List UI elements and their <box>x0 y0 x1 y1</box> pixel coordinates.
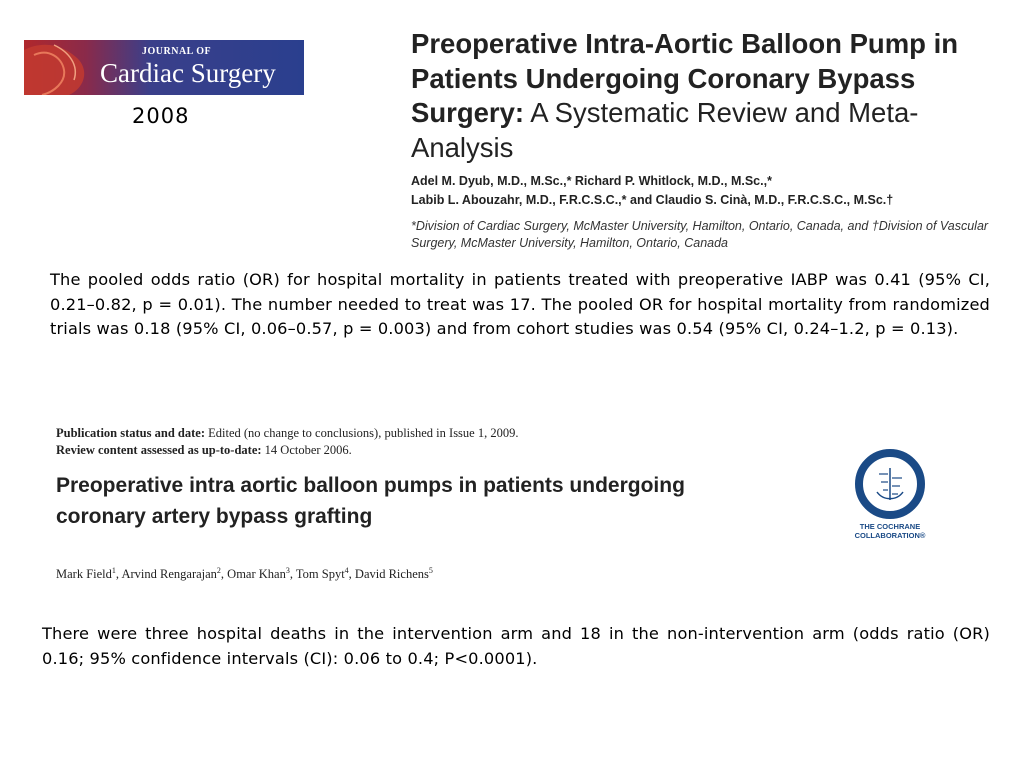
assessed-line <box>56 442 756 459</box>
assessed-label: Review content assessed as up-to-date: <box>56 443 262 457</box>
review-author: Mark Field$^1$, <box>56 566 122 582</box>
article1-title <box>411 27 1011 165</box>
article1-authors-line1: Adel M. Dyub, M.D., M.Sc.,* Richard P. Whitlock, M.D., M.Sc.,* <box>411 174 772 188</box>
publication-status-label: Publication status and date: <box>56 426 205 440</box>
publication-year: 2008 <box>132 104 190 128</box>
cochrane-emblem-icon <box>850 448 930 520</box>
journal-of-text: JOURNAL OF <box>142 46 212 57</box>
cochrane-logo <box>848 448 932 548</box>
review-authors <box>56 566 756 582</box>
article1-title-rest: A Systematic Review and Meta-Analysis <box>411 97 919 163</box>
cochrane-logo-text: THE COCHRANE COLLABORATION® <box>854 522 926 540</box>
review-author: Arvind Rengarajan$^2$, <box>121 566 228 582</box>
article1-authors-line2: Labib L. Abouzahr, M.D., F.R.C.S.C.,* and Claudio S. Cinà, M.D., F.R.C.S.C., M.Sc.† <box>411 193 894 207</box>
review-author: Tom Spyt$^4$, <box>295 566 355 582</box>
article1-authors <box>411 172 1011 210</box>
review-publication-info <box>56 425 756 459</box>
meta-analysis-summary: The pooled odds ratio (OR) for hospital mortality in patients treated with preoperative IABP was 0.41 (95% CI, 0.21–0.82, p = 0.01). The number needed to treat was 17. The pooled OR for hospital mortality from randomized trials was 0.18 (95% CI, 0.06–0.57, p = 0.003) and from cohort studies was 0.54 (95% CI, 0.24–1.2, p = 0.13). <box>50 270 990 338</box>
journal-logo <box>24 40 304 95</box>
journal-name: Cardiac Surgery <box>100 58 276 88</box>
article1-title-bold: Preoperative Intra-Aortic Balloon Pump in Patients Undergoing Coronary Bypass Surgery: <box>411 28 959 128</box>
cochrane-result-summary: There were three hospital deaths in the intervention arm and 18 in the non-intervention arm (odds ratio (OR) 0.16; 95% confidence intervals (CI): 0.06 to 0.4; P<0.0001). <box>42 624 990 668</box>
publication-status-value: Edited (no change to conclusions), published in Issue 1, 2009. <box>208 426 519 440</box>
review-author: David Richens$^5$ <box>354 566 433 582</box>
article1-affiliation: *Division of Cardiac Surgery, McMaster University, Hamilton, Ontario, Canada, and †Division of Vascular Surgery, McMaster University, Hamilton, Ontario, Canada <box>411 219 989 250</box>
review-author: Omar Khan$^3$, <box>227 566 296 582</box>
review-title: Preoperative intra aortic balloon pumps in patients undergoing coronary artery bypass grafting <box>56 474 685 528</box>
publication-status-line <box>56 425 756 442</box>
assessed-value: 14 October 2006. <box>264 443 352 457</box>
